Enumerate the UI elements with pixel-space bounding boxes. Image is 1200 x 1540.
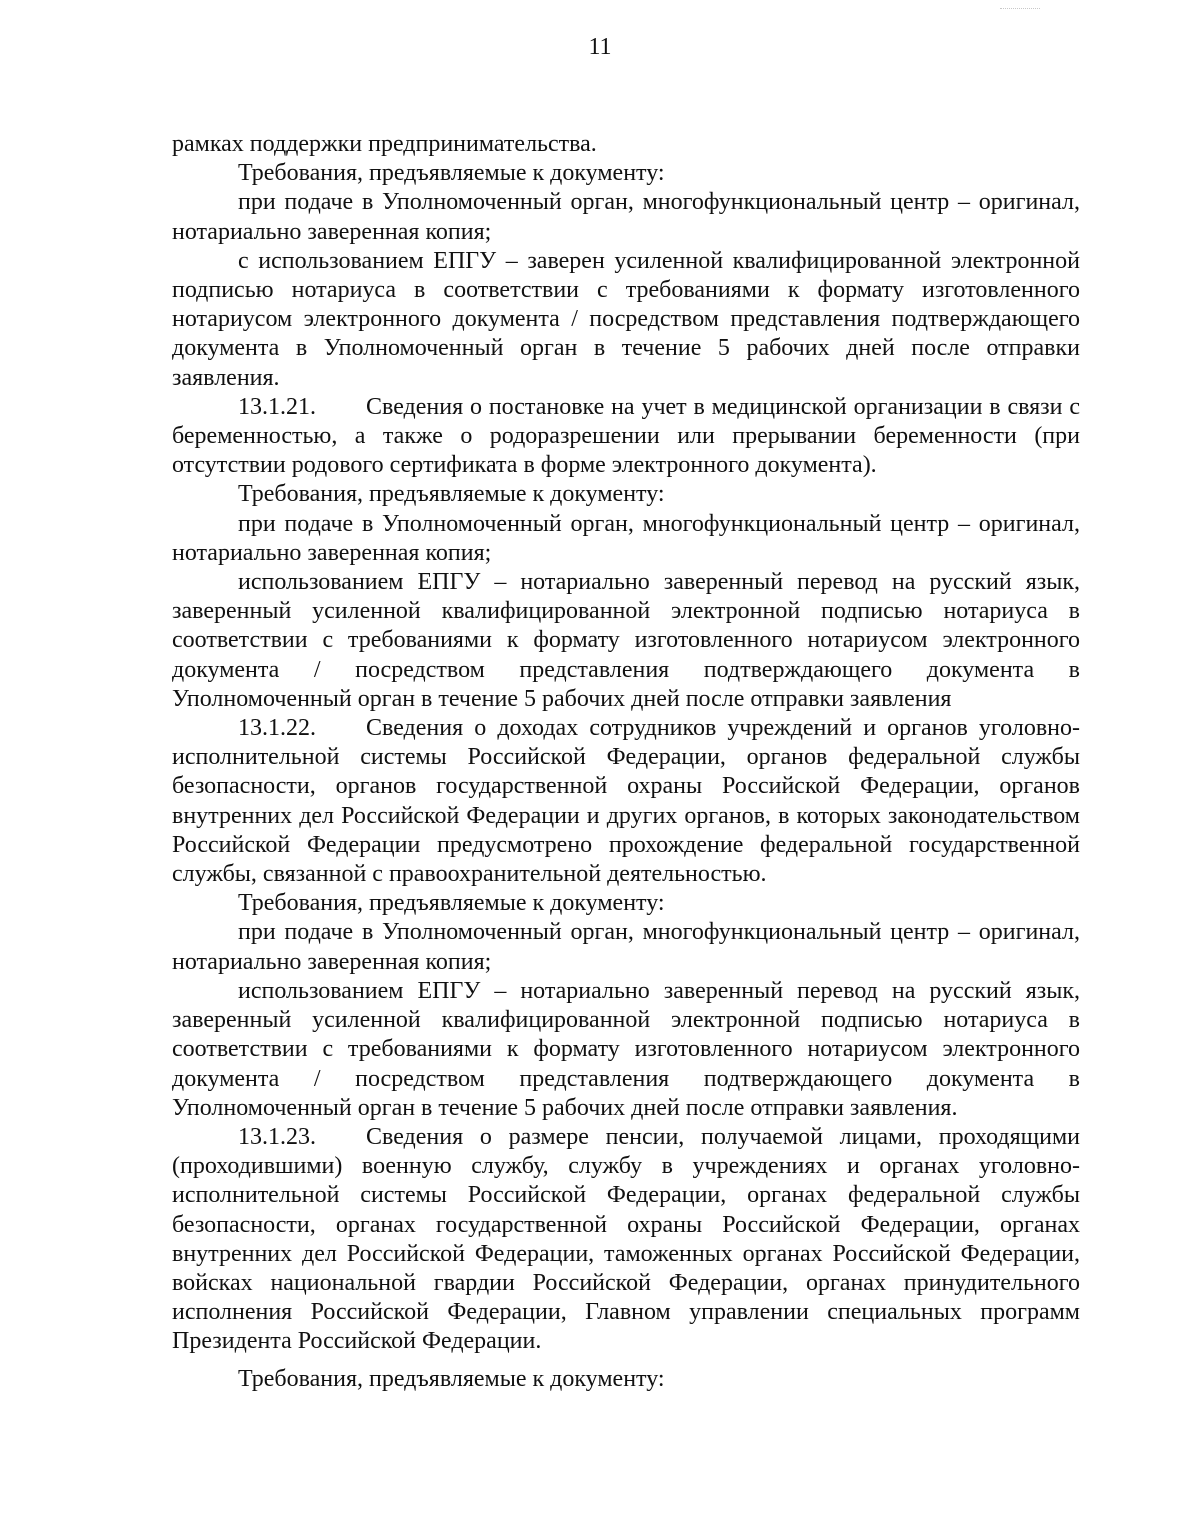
- paragraph-text: Требования, предъявляемые к документу:: [238, 481, 665, 508]
- paragraph: [172, 889, 1080, 918]
- paragraph: [172, 918, 1080, 976]
- numbered-paragraph: [172, 393, 1080, 481]
- paragraph-text: Сведения о размере пенсии, получаемой лицами, проходящими (проходившими) военную службу, службу в учреждениях и органах уголовно-исполнительной системы Российской Федерации, органах федеральной службы безопасности, органах государственной охраны Российской Федерации, органах внутренних дел Российской Федерации, таможенных органах Российской Федерации, войсках национальной гвардии Российской Федерации, органах принудительного исполнения Российской Федерации, Главном управлении специальных программ Президента Российской Федерации.: [172, 1123, 1080, 1355]
- item-number: 13.1.22.: [238, 715, 316, 742]
- numbered-paragraph: [172, 714, 1080, 889]
- scan-artifact: [1000, 8, 1040, 10]
- paragraph-text: при подаче в Уполномоченный орган, многофункциональный центр – оригинал, нотариально заверенная копия;: [172, 510, 1080, 566]
- paragraph-text: Сведения о доходах сотрудников учреждений и органов уголовно-исполнительной системы Российской Федерации, органов федеральной службы безопасности, органов государственной охраны Российской Федерации, органов внутренних дел Российской Федерации и других органов, в которых законодательством Российской Федерации предусмотрено прохождение федеральной государственной службы, связанной с правоохранительной деятельностью.: [172, 715, 1080, 888]
- paragraph-spacer: [172, 1357, 1080, 1365]
- paragraph-text: Требования, предъявляемые к документу:: [238, 1365, 665, 1392]
- paragraph: [172, 977, 1080, 1123]
- paragraph-text: рамках поддержки предпринимательства.: [172, 131, 597, 157]
- paragraph-text: с использованием ЕПГУ – заверен усиленной квалифицированной электронной подписью нотариуса в соответствии с требованиями к формату изготовленного нотариусом электронного документа / посредством представления подтверждающего документа в Уполномоченный орган в течение 5 рабочих дней после отправки заявления.: [172, 247, 1080, 391]
- document-body: [172, 130, 1080, 1394]
- paragraph: [172, 159, 1080, 188]
- paragraph: [172, 130, 1080, 159]
- paragraph-text: использованием ЕПГУ – нотариально заверенный перевод на русский язык, заверенный усиленной квалифицированной электронной подписью нотариуса в соответствии с требованиями к формату изготовленного нотариусом электронного документа / посредством представления подтверждающего документа в Уполномоченный орган в течение 5 рабочих дней после отправки заявления: [172, 569, 1080, 712]
- paragraph-text: Сведения о постановке на учет в медицинской организации в связи с беременностью, а также о родоразрешении или прерывании беременности (при отсутствии родового сертификата в форме электронного документа).: [172, 393, 1080, 479]
- paragraph-text: при подаче в Уполномоченный орган, многофункциональный центр – оригинал, нотариально заверенная копия;: [172, 919, 1080, 975]
- paragraph: [172, 568, 1080, 714]
- paragraph-text: при подаче в Уполномоченный орган, многофункциональный центр – оригинал, нотариально заверенная копия;: [172, 189, 1080, 245]
- paragraph-text: использованием ЕПГУ – нотариально заверенный перевод на русский язык, заверенный усиленной квалифицированной электронной подписью нотариуса в соответствии с требованиями к формату изготовленного нотариусом электронного документа / посредством представления подтверждающего документа в Уполномоченный орган в течение 5 рабочих дней после отправки заявления.: [172, 977, 1080, 1121]
- page-number: 11: [588, 34, 612, 60]
- item-number: 13.1.21.: [238, 393, 316, 420]
- paragraph-text: Требования, предъявляемые к документу:: [238, 160, 665, 187]
- paragraph: [172, 480, 1080, 509]
- paragraph-text: Требования, предъявляемые к документу:: [238, 890, 665, 917]
- paragraph: [172, 188, 1080, 246]
- numbered-paragraph: [172, 1123, 1080, 1357]
- paragraph: [172, 247, 1080, 393]
- paragraph: [172, 1365, 1080, 1394]
- item-number: 13.1.23.: [238, 1123, 316, 1150]
- paragraph: [172, 510, 1080, 568]
